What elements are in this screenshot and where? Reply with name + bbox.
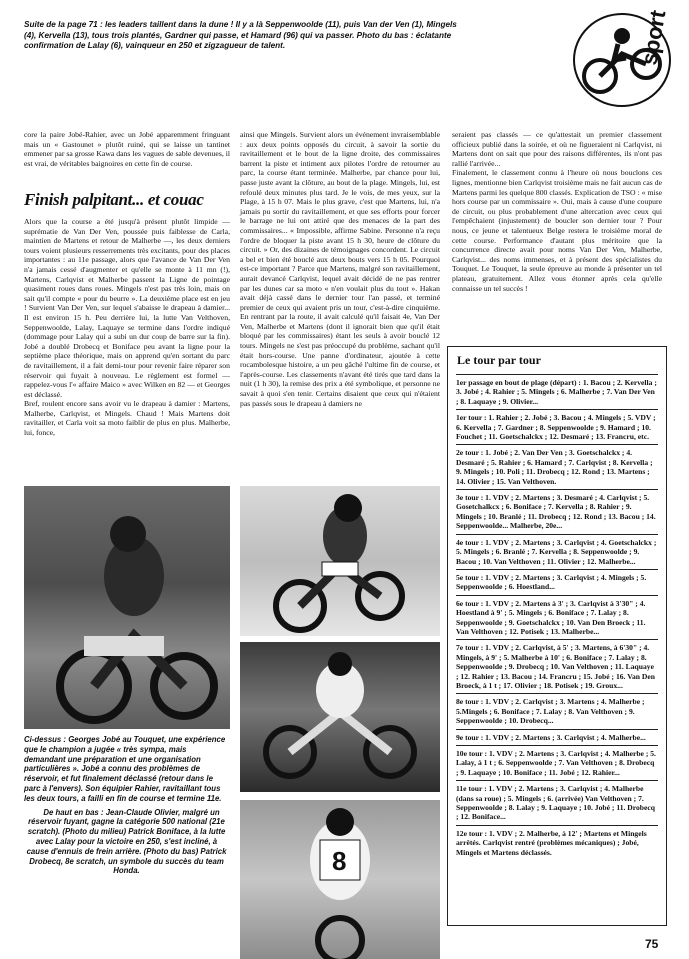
tour-entry: 2e tour : 1. Jobé ; 2. Van Der Ven ; 3. Goetschalckx ; 4. Desmaré ; 5. Rahier ; 6. Hamard ; 7. Carlqvist ; 8. Kervella ; 9. Mingels ; 10. Poli ; 11. Drobecq ; 12. Rond ; 13. Martens ; 14. Olivier ; 15. Van Velthoven. (456, 448, 653, 486)
tour-entry: 11e tour : 1. VDV ; 2. Martens ; 3. Carlqvist ; 4. Malherbe (dans sa roue) ; 5. Mingels ; 6. (arrivée) Van Velthoven ; 7. Seppenwoolde ; 8. Lalay ; 9. Laquaye ; 10. Jobé ; 11. Drobecq ; 12. Boniface... (456, 784, 655, 822)
tour-entry: 4e tour : 1. VDV ; 2. Martens ; 3. Carlqvist ; 4. Goetschalckx ; 5. Mingels ; 6. Branlé ; 7. Kervella ; 8. Seppenwoolde ; 9. Bacou ; 10. Van Velthoven ; 11. Olivier ; 12. Malherbe... (456, 537, 657, 566)
tour-entry: 1er passage en bout de plage (départ) : 1. Bacou ; 2. Kervella ; 3. Jobé ; 4. Rahier ; 5. Mingels ; 6. Malherbe ; 7. Van Der Ven ; 8. Laquaye ; 9. Olivier... (456, 378, 657, 406)
page-number: 75 (645, 937, 659, 951)
intro-paragraph: core la paire Jobé-Rahier, avec un Jobé apparemment fringuant mais un « Gastounet » plutôt ruiné, qui se laisse un tantinet emmener par sa grosse Kawa dans les vagues de sable devenues, il est vrai, de véritables baignoires en cette fin de course. (24, 130, 230, 168)
caption-others: De haut en bas : Jean-Claude Olivier, malgré un réservoir fuyant, gagne la catégorie 500 national (21e scratch). (Photo du milieu) Patrick Boniface, à la lutte avec Lalay pour la victoire en 250, s'est incliné, à cause d'ennuis de frein arrière. (Photo du bas) Patrick Drobecq, 8e scratch, un symbole du succès du team Honda. (26, 807, 227, 876)
column-1-body: Alors que la course a été jusqu'à présent plutôt limpide — suprématie de Van Der Ven, poussée puis faiblesse de Carla, maintien de Martens et retour de Malherbe —, les deux derniers tours voient plusieurs resserrements très excitants, pour des places importantes : au 11e passage, alors que l'avance de Van Der Ven n'a jamais cessé d'augmenter et qu'elle se monte à 11 mn (!), Martens, Carlqvist et Malherbe passent la Ligne de pointage quasiment roues dans roues. Mingels n'est pas très loin, mais on sait qu'il compte « pour du beurre ». La deuxième place est en jeu ! Survient Van Der Ven, sur lequel s'abaisse le drapeau à damier... Il est environ 15 h. Peu derrière lui, la lutte Van Velthoven, Seppenwoolde, Lalay, Laquaye se termine dans l'ordre indiqué (dommage pour Lalay qui a subi un dur coup de barre sur la fin). Jobé a doublé Drobecq et Boniface peu avant la ligne pour la septième place théorique, mais on apprend qu'en sortant du parc de ravitaillement, il a fait demi-tour pour revenir faire réparer son réservoir qui fuyait à nouveau. Le règlement est formel — rappelez-vous l'« affaire Maico » avec Wilken en 82 — et Georges est déclassé. Bref, roulent encore sans avoir vu le drapeau à damier : Martens, Malherbe, Carlqvist, et Mingels. Chaud ! Mais Martens doit ravitailler, et Carla voit sa moto faiblir de plus en plus. Malherbe, lui, fonce, (24, 217, 230, 438)
section-headline: Finish palpitant... et couac (24, 190, 204, 209)
photo-boniface-middle (240, 642, 440, 792)
bottom-photo-caption (24, 735, 229, 880)
tour-entry: 10e tour : 1. VDV ; 2. Martens ; 3. Carlqvist ; 4. Malherbe ; 5. Lalay, à 1 t ; 6. Seppenwoolde ; 7. Van Velthoven ; 8. Drobecq ; 9. Laquaye ; 10. Boniface ; 11. Jobé ; 12. Rahier... (456, 749, 656, 777)
tour-entry: 6e tour : 1. VDV ; 2. Martens à 3' ; 3. Carlqvist à 3'30" ; 4. Hoestland à 9' ; 5. Mingels ; 6. Boniface ; 7. Lalay ; 8. Seppenwoolde ; 9. Goetschalckx ; 10. Van Den Broeck ; 11. Van Velthoven ; 12. Potisek ; 13. Malherbe... (456, 598, 646, 636)
column-3-body: seraient pas classés — ce qu'attestait un premier classement officieux publié dans la soirée, et où ne figueraient ni Carlqvist, ni Martens dont on sait que pour des raisons différentes, ils n'ont pas rallié l'arrivée... Finalement, le classement connu à l'heure où nous bouclons ces lignes, mentionne bien Carlqvist troisième mais ne fait aucun cas de Martens parmi les quelque 800 classés. Explication de TSO : « mise hors course par un commissaire ». Oui, mais à cause d'une coupure de circuit, ou plus probablement d'une altercation avec ceux qui l'empêchaient (injustement) de boucler son dernier tour ? Pour nous, ce jeune et talentueux Belge restera le troisième moral de cette course. Performance d'autant plus méritoire que la concurrence directe avait pour noms Van Der Ven, Malherbe, Carlqvist... des noms immenses, et à présent des spécialistes du Touquet. Le Touquet, la seule épreuve au monde à présenter un tel plateau, gratuitement. Allez vous étonner après cela qu'elle connaisse un tel succès ! (452, 130, 662, 293)
photo-jobe-left (24, 486, 230, 729)
tour-par-tour-box (447, 346, 667, 926)
sport-logo (560, 6, 680, 114)
tour-entry: 1er tour : 1. Rahier ; 2. Jobé ; 3. Bacou ; 4. Mingels ; 5. VDV ; 6. Kervella ; 7. Gardner ; 8. Seppenwoolde ; 9. Hamard ; 10. Fouchet ; 11. Goetschalckx ; 12. Desmaré ; 13. Francru, etc. (456, 413, 656, 442)
photo-drobecq-bottom (240, 800, 440, 959)
column-2-body: ainsi que Mingels. Survient alors un événement invraisemblable : aux deux points opposés du circuit, à savoir la sortie du ravitaillement et le bout de la ligne droite, des commissaires barrent la piste et intiment aux pilotes l'ordre de retourner au parc, la course étant terminée. Malherbe, par chance pour lui, passe juste avant la clôture, au bout de la plage. Mingels, lui, est refoulé deux minutes plus tard. Je le vois, de mes yeux, sur la Plage, à 15 h 07. Mais le plus grave, c'est que Martens, lui, n'a jamais pu sortir du ravitaillement, et que ses efforts pour forcer le barrage ne lui ont attiré que des menaces de la part des commissaires... « Impossible, affirme Sabine. Personne n'a reçu l'ordre de bloquer la piste avant 15 h 30, heure de clôture du circuit. » Or, des dizaines de témoignages concordent. Le circuit a bel et bien été bouclé aux deux bouts vers 15 h 05. Pourquoi est-ce important ? Parce que Martens, malgré son ravitaillement, aurait devancé Carlqvist, lequel avait décidé de ne pas rentrer par les dunes car sa moto « n'en voulait plus du tout ». Hakan avait déjà cassé dans le dernier tour l'an passé, et terminé premier de ceux qui avaient pris un tour, c'est-à-dire cinquième. En rentrant par la route, il avait calculé qu'il faisait 4e, Van Der Ven, Malherbe et Martens (dont il ignorait bien que qu'il était bloqué par les commissaires) étant les seuls à avoir bouclé 12 tours. Mingels ne s'est pas préoccupé du problème, sachant qu'il était hors-course. Une panne d'ordinateur, ajoutée à cette rocambolesque histoire, a un peu gâché l'ultime fin de course, et l'après-course. Les classements n'avant été tirés que tard dans la nuit (1 h 30), la remise des prix a été symbolique, et personne ne savait à quoi s'en tenir. Certains disaient que ceux qui n'étaient pas passés sous le drapeau à damiers ne (240, 130, 440, 408)
bib-number: 8 (332, 846, 347, 876)
tour-entry: 3e tour : 1. VDV ; 2. Martens ; 3. Desmaré ; 4. Carlqvist ; 5. Gosetchalkcx ; 6. Boniface ; 7. Kervella ; 8. Rahier ; 9. Mingels ; 10. Branlé ; 11. Drobecq ; 12. Rond ; 13. Bacou ; 14. Seppenwoolde... Malherbe, 20e... (456, 493, 656, 531)
tour-entry: 7e tour : 1. VDV ; 2. Carlqvist, à 5' ; 3. Martens, à 6'30" ; 4. Mingels, à 9' ; 5. Malherbe à 10' ; 6. Boniface ; 7. Lalay ; 8. Seppenwoolde ; 9. Drobecq ; 10. Van Velthoven ; 11. Laquaye ; 12. Rahier ; 13. Bacou ; 14. Francru ; 15. Jobé ; 16. Van Den Broeck, à 1 t ; 17. Olivier ; 18. Potisek ; 19. Groux... (456, 643, 655, 690)
box-title: Le tour par tour (457, 353, 541, 367)
top-photo-caption: Suite de la page 71 : les leaders taillent dans la dune ! Il y a là Seppenwoolde (11), puis Van der Ven (1), Mingels (4), Kervella (13), tous trois plantés, Gardner qui passe, et Hamard (96) qui va passer. Photo du bas : éclatante confirmation de Lalay (6), vainqueur en 250 et zigzagueur de talent. (24, 20, 457, 51)
tour-entry: 5e tour : 1. VDV ; 2. Martens ; 3. Carlqvist ; 4. Mingels ; 5. Seppenwoolde ; 6. Hoestland... (456, 572, 647, 592)
tour-entry: 9e tour : 1. VDV ; 2. Martens ; 3. Carlqvist ; 4. Malherbe... (456, 732, 646, 742)
caption-jobe: Ci-dessus : Georges Jobé au Touquet, une expérience que le champion a jugée « très sympa, mais demandant une préparation et une organisation particulières ». Jobé a connu des problèmes de réservoir, et fut finalement déclassé (retour dans le parc à l'envers). Son équipier Rahier, ravitaillant tous les deux tours, a failli en fin de course et termine 11e. (24, 735, 226, 803)
logo-text: sport (636, 8, 671, 67)
tour-entry: 12e tour : 1. VDV ; 2. Malherbe, à 12' ; Martens et Mingels arrêtés. Carlqvist rentré (problèmes mécaniques) ; Jobé, Mingels et Martens déclassés. (456, 828, 647, 857)
photo-olivier-top (240, 486, 440, 636)
tour-entry: 8e tour : 1. VDV ; 2. Carlqvist ; 3. Martens ; 4. Malherbe ; 5.Mingels ; 6. Boniface ; 7. Lalay ; 8. Van Velthoven ; 9. Seppenwoolde ; 10. Drobecq... (456, 697, 645, 726)
column-1-intro (24, 130, 230, 168)
